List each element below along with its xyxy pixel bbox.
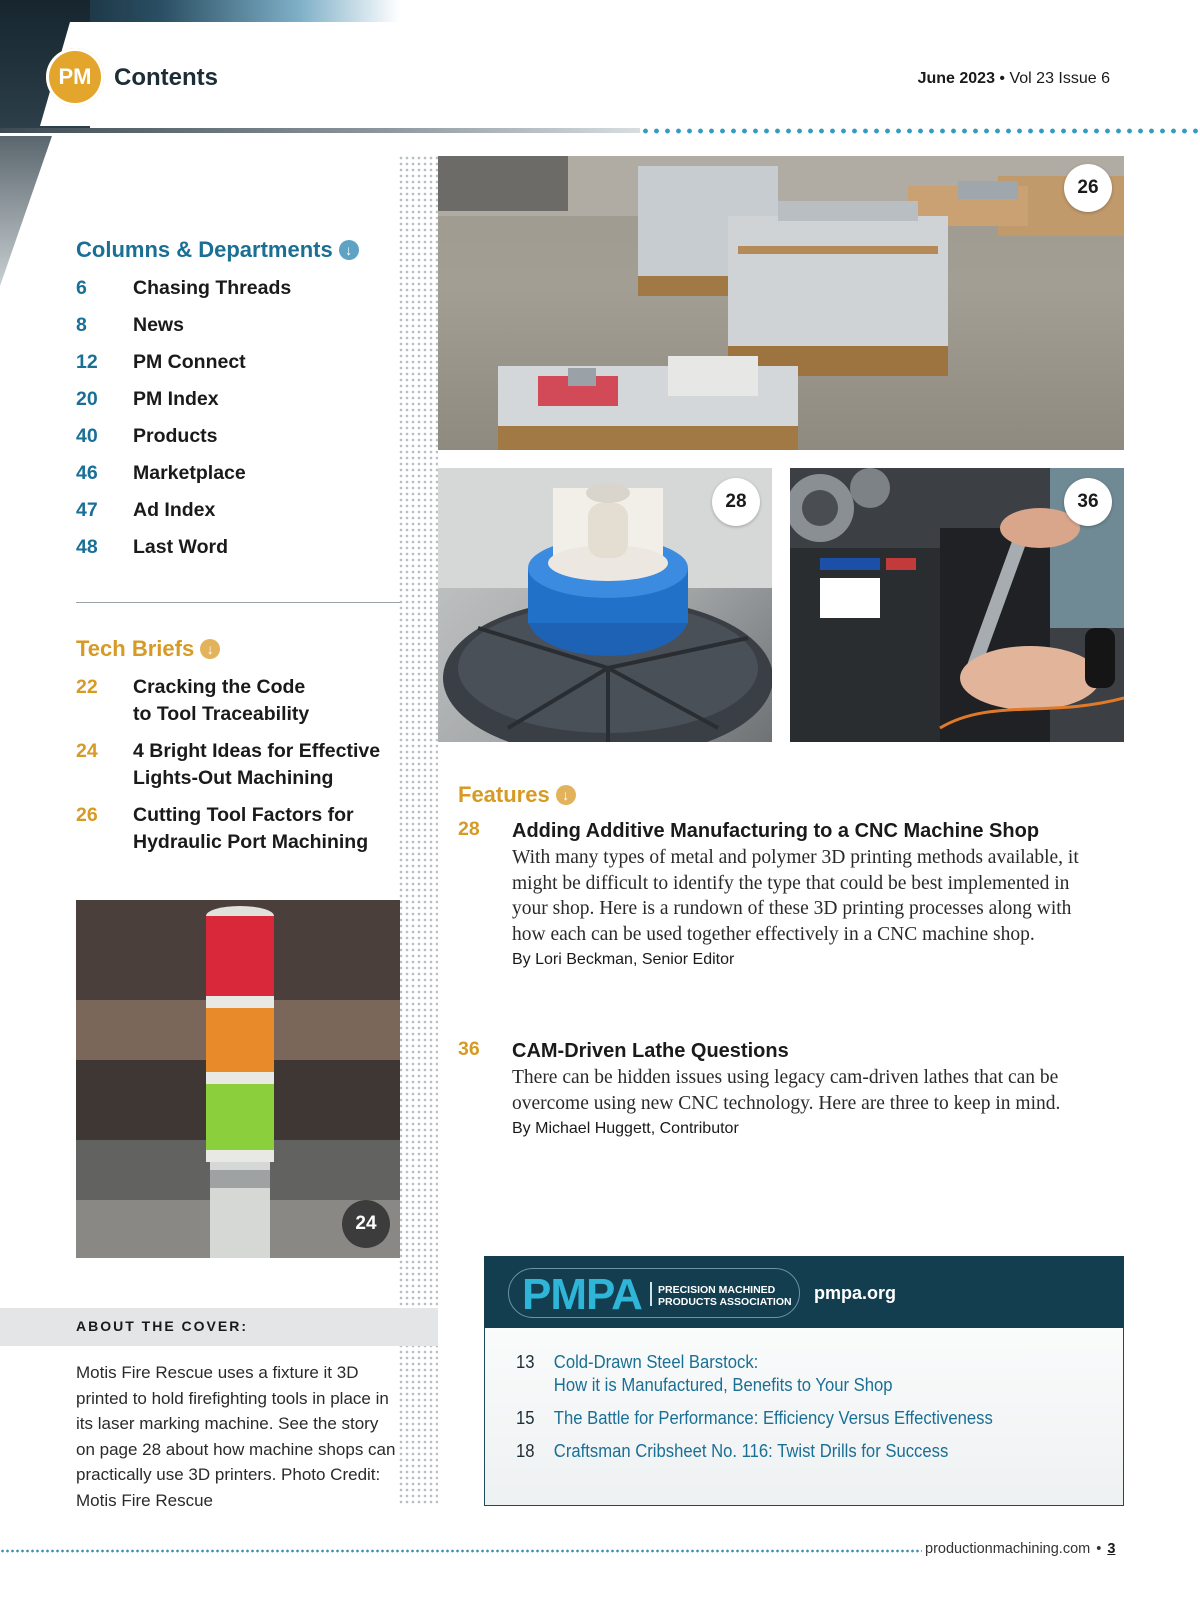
tech-briefs-heading [76,636,220,662]
toc-item[interactable] [76,497,396,524]
pmpa-label-line1: Craftsman Cribsheet No. 116: Twist Drills for Success [553,1440,949,1461]
down-arrow-icon: ↓ [200,639,220,659]
toc-page-number: 48 [76,536,98,558]
toc-label: Marketplace [133,462,246,484]
footer-site[interactable]: productionmachining.com [925,1541,1091,1557]
down-arrow-icon: ↓ [339,240,359,260]
toc-item[interactable] [76,349,396,376]
toc-label: Ad Index [133,499,216,521]
toc-page-number: 40 [76,425,98,447]
pallets-photo[interactable] [438,156,1124,450]
toc-item[interactable] [76,802,396,856]
page-title: Contents [114,64,218,91]
pmpa-logo-divider [650,1282,652,1306]
down-arrow-icon: ↓ [556,785,576,805]
toc-item[interactable] [76,738,396,792]
toc-page-number: 20 [76,388,98,410]
pmpa-page-number: 15 [516,1407,535,1428]
pallets-illustration [438,156,1124,450]
toc-item[interactable] [76,460,396,487]
features-title: Features [458,782,550,807]
footer [925,1541,1115,1557]
issue-info [918,70,1110,88]
pmpa-page-number: 13 [516,1351,535,1372]
pmpa-article-list [516,1350,1106,1472]
columns-departments-title: Columns & Departments [76,237,333,262]
issue-date: June 2023 [917,70,995,87]
toc-item[interactable] [76,674,396,728]
feature-page-number: 36 [458,1038,480,1060]
pmpa-url-link[interactable]: pmpa.org [814,1283,897,1303]
toc-label: Products [133,425,218,447]
page-badge: 24 [342,1200,390,1248]
toc-label-line2: Lights-Out Machining [133,767,334,789]
toc-page-number: 6 [76,277,87,299]
stack-light-photo[interactable] [76,900,400,1258]
toc-label: News [133,314,184,336]
toc-page-number: 47 [76,499,98,521]
feature-description: There can be hidden issues using legacy cam-driven lathes that can be overcome using new CNC technology. Here are three to keep in mind. [512,1067,1061,1114]
fixture-photo[interactable] [438,468,772,742]
pmpa-page-number: 18 [516,1440,535,1461]
toc-page-number: 22 [76,676,98,698]
issue-separator: • [999,70,1006,87]
pmpa-item[interactable] [516,1439,1047,1462]
page-badge: 26 [1064,164,1112,212]
toc-label: PM Connect [133,351,246,373]
toc-label-line2: to Tool Traceability [133,703,310,725]
columns-departments-heading [76,237,359,263]
dotted-column-divider [398,155,438,1505]
feature-description: With many types of metal and polymer 3D printing methods available, it might be difficult to identify the type that could be best implemented in your shop. Here is a rundown of these 3D printing processes along with how each can be used together effectively in a CNC machine shop. [512,847,1079,945]
page-badge: 36 [1064,478,1112,526]
pmpa-assoc-line2: PRODUCTS ASSOCIATION [658,1296,792,1308]
feature-byline: By Michael Huggett, Contributor [512,1120,739,1137]
toc-label-line2: Hydraulic Port Machining [133,831,369,853]
about-cover-text: Motis Fire Rescue uses a fixture it 3D printed to hold firefighting tools in place in its laser marking machine. See the story on page 28 about how machine shops can practically use 3D printers. Photo Credit: Motis Fire Rescue [76,1363,396,1510]
footer-separator: • [1096,1541,1102,1557]
toc-page-number: 26 [76,804,98,826]
footer-page-number: 3 [1107,1541,1116,1557]
toc-item[interactable] [76,423,396,450]
columns-departments-list [76,275,396,571]
page-badge: 28 [712,478,760,526]
feature-page-number: 28 [458,818,480,840]
toc-label-line1: Cutting Tool Factors for [133,804,354,826]
pmpa-item[interactable] [516,1350,1047,1396]
toc-label-line1: Cracking the Code [133,676,306,698]
pm-logo: PM [46,48,104,106]
toc-label: Chasing Threads [133,277,292,299]
pmpa-assoc-line1: PRECISION MACHINED [658,1284,776,1296]
toc-label-line1: 4 Bright Ideas for Effective [133,740,381,762]
feature-item[interactable] [458,818,1108,969]
left-gray-wedge [0,136,52,286]
toc-page-number: 46 [76,462,98,484]
toc-page-number: 24 [76,740,98,762]
feature-item[interactable] [458,1038,1108,1138]
toc-page-number: 12 [76,351,98,373]
feature-title[interactable]: Adding Additive Manufacturing to a CNC Machine Shop [512,820,1040,842]
header-rule [0,128,640,133]
issue-volume: Vol 23 Issue 6 [1009,70,1110,87]
toc-label: PM Index [133,388,219,410]
toc-item[interactable] [76,275,396,302]
pmpa-logo: PMPA [522,1270,642,1319]
toc-item[interactable] [76,534,396,561]
feature-byline: By Lori Beckman, Senior Editor [512,951,735,968]
pmpa-item[interactable] [516,1406,1047,1429]
about-cover-heading: ABOUT THE COVER: [76,1318,248,1334]
toc-item[interactable] [76,312,396,339]
header-dot-rule [640,127,1200,135]
features-heading [458,782,576,808]
toc-item[interactable] [76,386,396,413]
section-divider [76,602,400,603]
toc-page-number: 8 [76,314,87,336]
footer-dot-rule [0,1549,922,1553]
tech-briefs-list [76,674,396,866]
pmpa-label-line1: Cold-Drawn Steel Barstock: [553,1351,759,1372]
feature-title[interactable]: CAM-Driven Lathe Questions [512,1040,789,1062]
pmpa-label-line2: How it is Manufactured, Benefits to Your Shop [553,1374,893,1395]
pmpa-association-name [658,1284,792,1308]
lathe-photo[interactable] [790,468,1124,742]
toc-label: Last Word [133,536,228,558]
pmpa-label-line1: The Battle for Performance: Efficiency Versus Effectiveness [553,1407,993,1428]
tech-briefs-title: Tech Briefs [76,636,195,661]
